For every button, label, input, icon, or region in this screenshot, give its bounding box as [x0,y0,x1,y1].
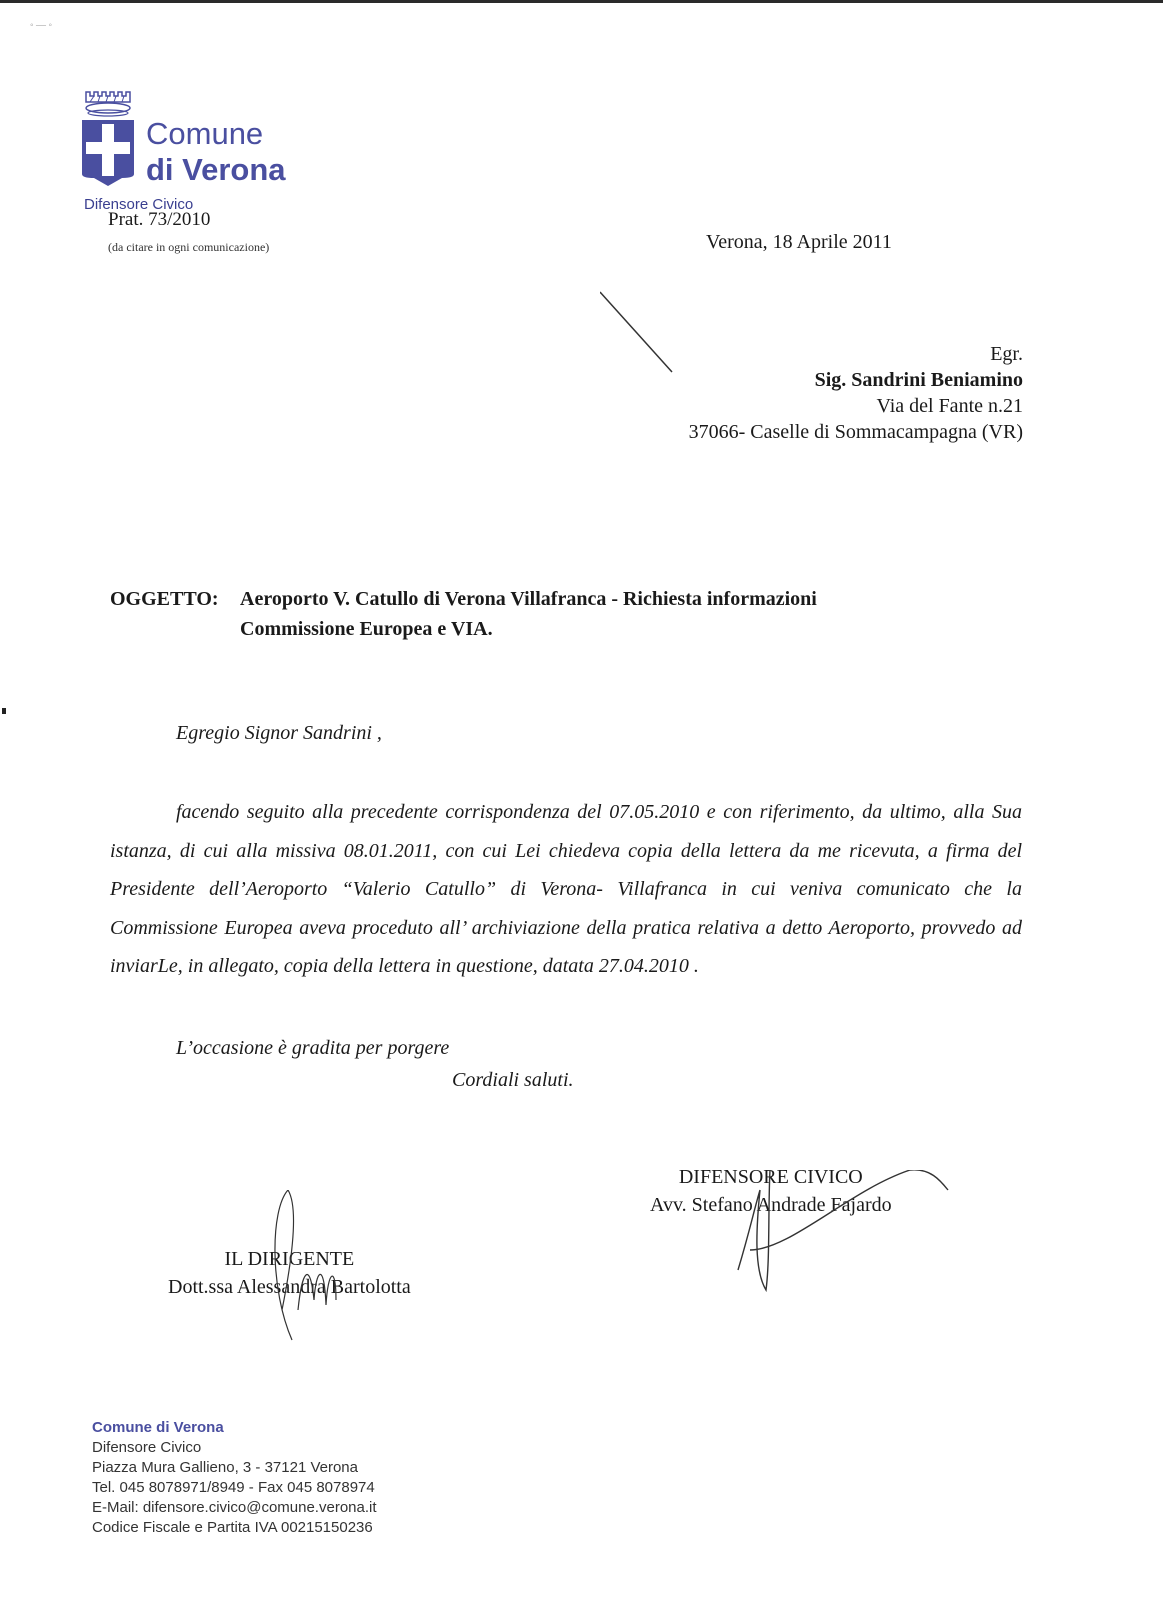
footer-contact [92,1418,377,1538]
case-number-note: (da citare in ogni comunicazione) [108,240,270,254]
shield-cross-icon [82,120,134,186]
letter-body: facendo seguito alla precedente corrispondenza del 07.05.2010 e con riferimento, da ultimo, alla Sua istanza, di cui alla missiva 08.01.2011, con cui Lei chiedeva copia della lettera da me ricevuta, a firma del Presidente dell’Aeroporto “Valerio Catullo” di Verona- Villafranca in cui veniva comunicato che la Commissione Europea aveva proceduto all’ archiviazione della pratica relativa a detto Aeroporto, provvedo ad inviarLe, in allegato, copia della lettera in questione, datata 27.04.2010 . [110,801,1022,977]
handwritten-signature-left [240,1190,380,1360]
signer-title-right: DIFENSORE CIVICO [678,1166,863,1188]
greeting: Egregio Signor Sandrini , [176,722,382,744]
signer-title-left: IL DIRIGENTE [224,1248,355,1270]
subject-line-1: Aeroporto V. Catullo di Verona Villafranca - Richiesta informazioni [240,588,817,610]
subject-block [110,584,817,644]
recipient-street: Via del Fante n.21 [876,395,1023,417]
recipient-block [689,341,1023,445]
signer-name-right: Avv. Stefano Andrade Fajardo [650,1194,892,1216]
footer-email: E-Mail: difensore.civico@comune.verona.it [92,1499,377,1516]
closing-regards: Cordiali saluti. [452,1069,574,1091]
scan-top-edge [0,0,1163,3]
letter-date: Verona, 18 Aprile 2011 [706,231,892,253]
scan-mark: ◦ — ◦ [30,20,53,31]
logo-text-comune: Comune [146,116,264,151]
office-name: Difensore Civico [84,196,194,213]
closing-line: L’occasione è gradita per porgere [176,1037,450,1059]
footer-org: Comune di Verona [92,1419,224,1436]
crown-icon [82,86,134,118]
footer-office: Difensore Civico [92,1439,202,1456]
recipient-salutation: Egr. [990,343,1023,365]
recipient-name: Sig. Sandrini Beniamino [814,369,1023,391]
footer-address: Piazza Mura Gallieno, 3 - 37121 Verona [92,1459,358,1476]
logo-text-verona: di Verona [146,152,286,187]
case-number: Prat. 73/2010 [108,209,211,230]
signer-name-left: Dott.ssa Alessandra Bartolotta [168,1276,411,1298]
subject-line-2: Commissione Europea e VIA. [240,618,493,640]
footer-tax-id: Codice Fiscale e Partita IVA 00215150236 [92,1519,373,1536]
handwritten-signature-right [730,1170,970,1320]
recipient-city: 37066- Caselle di Sommacampagna (VR) [688,421,1023,443]
footer-phone: Tel. 045 8078971/8949 - Fax 045 8078974 [92,1479,375,1496]
margin-mark [2,708,6,714]
subject-label: OGGETTO: [110,588,219,610]
pen-stroke [600,290,690,380]
